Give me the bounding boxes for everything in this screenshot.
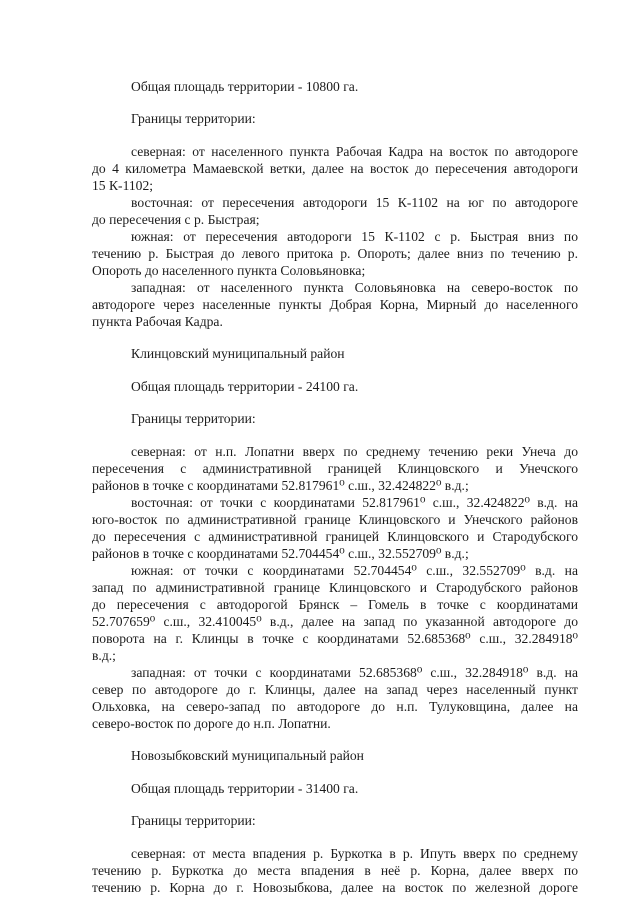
- text-line: до пересечения с автодорогой Брянск – Гомель в точке с координатами: [92, 597, 578, 612]
- area-total-line: Общая площадь территории - 31400 га.: [131, 781, 359, 796]
- text-line: 52.707659⁰ с.ш., 32.410045⁰ в.д., далее на запад по указанной автодороге до: [92, 614, 578, 629]
- text-line: 15 К-1102;: [92, 178, 154, 193]
- district-heading-klintsovsky: Клинцовский муниципальный район: [131, 346, 345, 361]
- text-line: запад по административной границе Клинцовского и Стародубского районов: [92, 580, 578, 595]
- text-line: западная: от точки с координатами 52.685368⁰ с.ш., 32.284918⁰ в.д. на: [131, 665, 578, 680]
- text-line: до пересечения с административной границей Клинцовского и Стародубского: [92, 529, 578, 544]
- district-heading-novozybkovsky: Новозыбковский муниципальный район: [131, 748, 364, 763]
- text-line: северная: от места впадения р. Буркотка в р. Ипуть вверх по среднему: [131, 846, 578, 861]
- text-line: южная: от пересечения автодороги 15 К-1102 с р. Быстрая вниз по: [131, 229, 578, 244]
- text-line: северная: от населенного пункта Рабочая Кадра на восток по автодороге: [131, 144, 578, 159]
- text-line: течению р. Буркотка до места впадения в неё р. Корна, далее вверх по: [92, 863, 578, 878]
- text-line: западная: от населенного пункта Соловьяновка на северо-восток по: [131, 280, 578, 295]
- text-line: до 4 километра Мамаевской ветки, далее на восток до пересечения автодороги: [92, 161, 578, 176]
- text-line: Опороть до населенного пункта Соловьяновка;: [92, 263, 366, 278]
- text-line: автодороге через населенные пункты Добрая Корна, Мирный до населенного: [92, 297, 578, 312]
- text-line: течению р. Быстрая до левого притока р. Опороть; далее вниз по течению р.: [92, 246, 578, 261]
- area-total-line: Общая площадь территории - 24100 га.: [131, 379, 359, 394]
- text-line: восточная: от пересечения автодороги 15 К-1102 на юг по автодороге: [131, 195, 578, 210]
- text-line: южная: от точки с координатами 52.704454⁰ с.ш., 32.552709⁰ в.д. на: [131, 563, 578, 578]
- text-line: районов в точке с координатами 52.704454⁰ с.ш., 32.552709⁰ в.д.;: [92, 546, 469, 561]
- area-total-line: Общая площадь территории - 10800 га.: [131, 79, 359, 94]
- text-line: пересечения с административной границей Клинцовского и Унечского: [92, 461, 578, 476]
- boundaries-heading: Границы территории:: [131, 411, 256, 426]
- boundaries-heading: Границы территории:: [131, 111, 256, 126]
- text-line: районов в точке с координатами 52.817961⁰ с.ш., 32.424822⁰ в.д.;: [92, 478, 469, 493]
- text-line: восточная: от точки с координатами 52.817961⁰ с.ш., 32.424822⁰ в.д. на: [131, 495, 578, 510]
- text-line: в.д.;: [92, 648, 116, 663]
- text-line: до пересечения с р. Быстрая;: [92, 212, 260, 227]
- text-line: течению р. Корна до г. Новозыбкова, далее на восток по железной дороге: [92, 880, 578, 895]
- text-line: Ольховка, на северо-запад по автодороге до н.п. Тулуковщина, далее на: [92, 699, 578, 714]
- boundaries-heading: Границы территории:: [131, 813, 256, 828]
- text-line: северо-восток по дороге до н.п. Лопатни.: [92, 716, 331, 731]
- text-line: поворота на г. Клинцы в точке с координатами 52.685368⁰ с.ш., 32.284918⁰: [92, 631, 578, 646]
- text-line: север по автодороге до г. Клинцы, далее на запад через населенный пункт: [92, 682, 578, 697]
- text-line: юго-восток по административной границе Клинцовского и Унечского районов: [92, 512, 578, 527]
- text-line: северная: от н.п. Лопатни вверх по среднему течению реки Унеча до: [131, 444, 578, 459]
- text-line: пункта Рабочая Кадра.: [92, 314, 223, 329]
